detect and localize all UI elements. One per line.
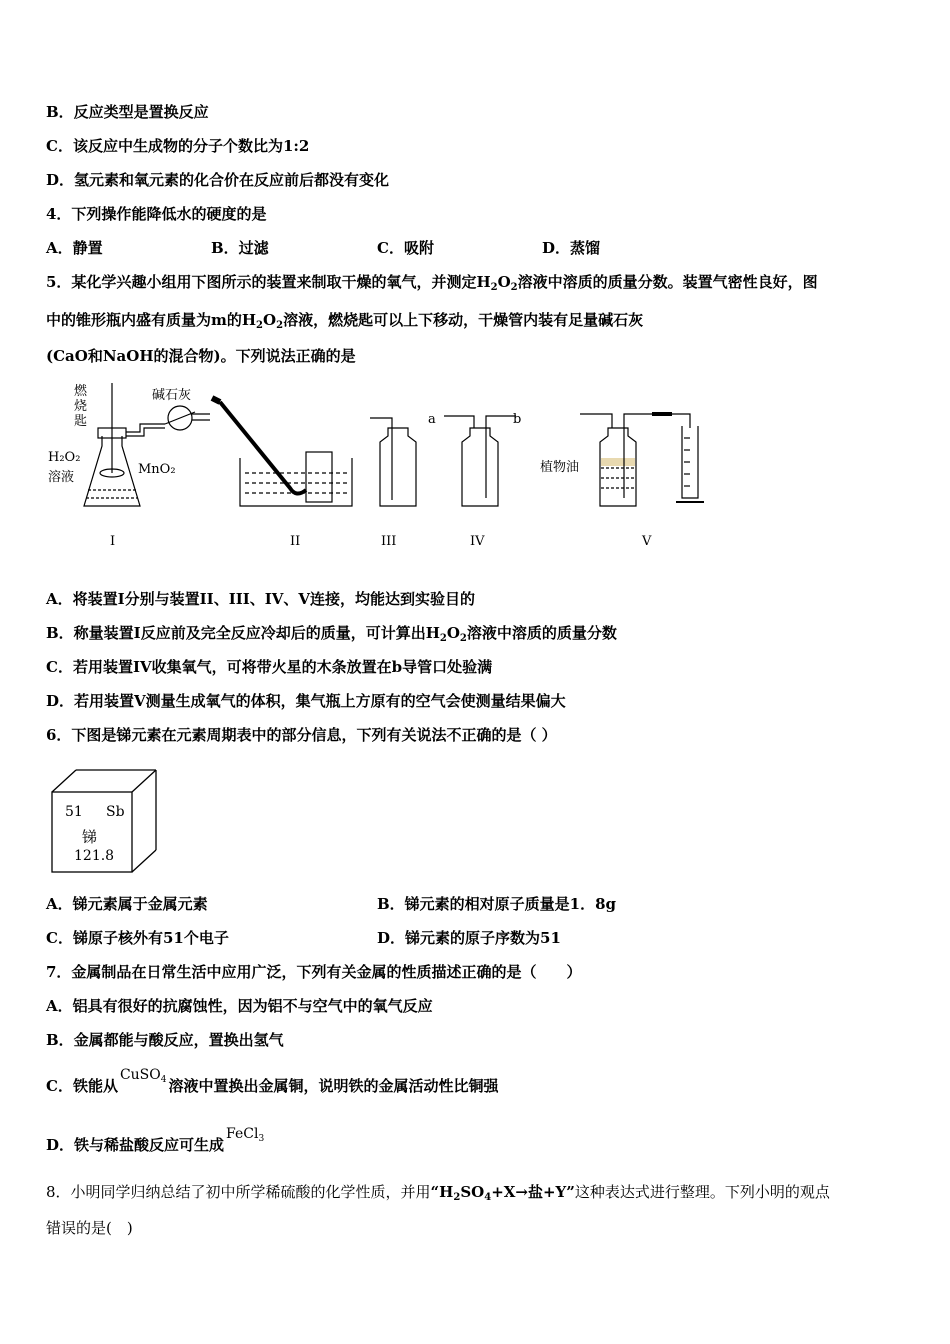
q6-option-c: C．锑原子核外有51个电子 <box>46 929 229 947</box>
element-mass: 121.8 <box>74 848 115 864</box>
element-number: 51 <box>65 804 83 820</box>
q4-option-c: C．吸附 <box>377 239 434 257</box>
spoon-label: 燃烧匙 <box>74 384 88 429</box>
q5-option-c: C．若用装置IV收集氧气，可将带火星的木条放置在b导管口处验满 <box>46 658 493 676</box>
device-label-iv: IV <box>470 534 485 549</box>
fecl3-formula: FeCl$_3$ <box>226 1126 265 1144</box>
element-symbol: Sb <box>106 804 125 820</box>
q6-stem: 6．下图是锑元素在元素周期表中的部分信息，下列有关说法不正确的是（ ） <box>46 726 557 744</box>
device-v-setup <box>580 414 704 506</box>
port-a-label: a <box>428 412 436 427</box>
solution-label: 溶液 <box>48 470 75 485</box>
cuso4-formula: CuSO$_4$ <box>119 1067 167 1085</box>
q7-stem: 7．金属制品在日常生活中应用广泛，下列有关金属的性质描述正确的是（ ） <box>46 963 582 981</box>
q6-option-a: A．锑元素属于金属元素 <box>46 895 208 913</box>
lime-label: 碱石灰 <box>152 388 192 403</box>
q5-stem-line3: (CaO和NaOH的混合物)。下列说法正确的是 <box>46 347 356 365</box>
q3-option-b: B．反应类型是置换反应 <box>46 103 209 121</box>
q8-stem-line1: 8．小明同学归纳总结了初中所学稀硫酸的化学性质，并用“$H_2SO_4+X\to$盐+Y”这种表达式进行整理。下列小明的观点 <box>46 1183 830 1203</box>
device-label-v: V <box>642 534 652 549</box>
device-label-ii: II <box>290 534 301 549</box>
q4-option-a: A．静置 <box>46 239 103 257</box>
device-iii-bottle <box>370 418 416 506</box>
q4-option-b: B．过滤 <box>211 239 269 257</box>
q4-stem: 4．下列操作能降低水的硬度的是 <box>46 205 267 223</box>
oil-label: 植物油 <box>540 460 580 475</box>
q7-option-c: C．铁能从CuSO$_4$ 溶液中置换出金属铜，说明铁的金属活动性比铜强 <box>46 1067 499 1095</box>
q3-option-c: C．该反应中生成物的分子个数比为1:2 <box>46 137 310 155</box>
q6-option-d: D．锑元素的原子序数为51 <box>377 929 561 947</box>
device-iv-bottle <box>444 416 516 506</box>
q5-option-d: D．若用装置V测量生成氧气的体积，集气瓶上方原有的空气会使测量结果偏大 <box>46 692 566 710</box>
q5-option-a: A．将装置I分别与装置II、III、IV、V连接，均能达到实验目的 <box>46 590 476 608</box>
q6-option-b: B．锑元素的相对原子质量是1．8g <box>377 895 617 913</box>
q3-option-d: D．氢元素和氧元素的化合价在反应前后都没有变化 <box>46 171 390 189</box>
port-b-label: b <box>513 412 522 427</box>
q7-option-b: B．金属都能与酸反应，置换出氢气 <box>46 1031 284 1049</box>
q7-option-a: A．铝具有很好的抗腐蚀性，因为铝不与空气中的氧气反应 <box>46 997 433 1015</box>
q5-option-b: B．称量装置I反应前及完全反应冷却后的质量，可计算出$H_2O_2$溶液中溶质的质量分数 <box>46 624 617 644</box>
device-ii-trough <box>212 398 352 506</box>
q5-stem-line2: 中的锥形瓶内盛有质量为m的$H_2O_2$溶液，燃烧匙可以上下移动，干燥管内装有足量碱石灰 <box>46 311 644 331</box>
h2o2-label: H₂O₂ <box>48 450 81 465</box>
device-label-i: I <box>110 534 116 549</box>
q5-stem-line1: 5．某化学兴趣小组用下图所示的装置来制取干燥的氧气，并测定$H_2O_2$溶液中溶质的质量分数。装置气密性良好，图 <box>46 273 818 293</box>
q4-option-d: D．蒸馏 <box>542 239 601 257</box>
q8-stem-line2: 错误的是( ) <box>46 1219 133 1237</box>
device-label-iii: III <box>381 534 397 549</box>
device-i-flask <box>84 383 210 506</box>
q7-option-d: D．铁与稀盐酸反应可生成FeCl$_3$ <box>46 1126 265 1154</box>
element-name: 锑 <box>82 828 98 846</box>
mno2-label: MnO₂ <box>138 462 176 477</box>
